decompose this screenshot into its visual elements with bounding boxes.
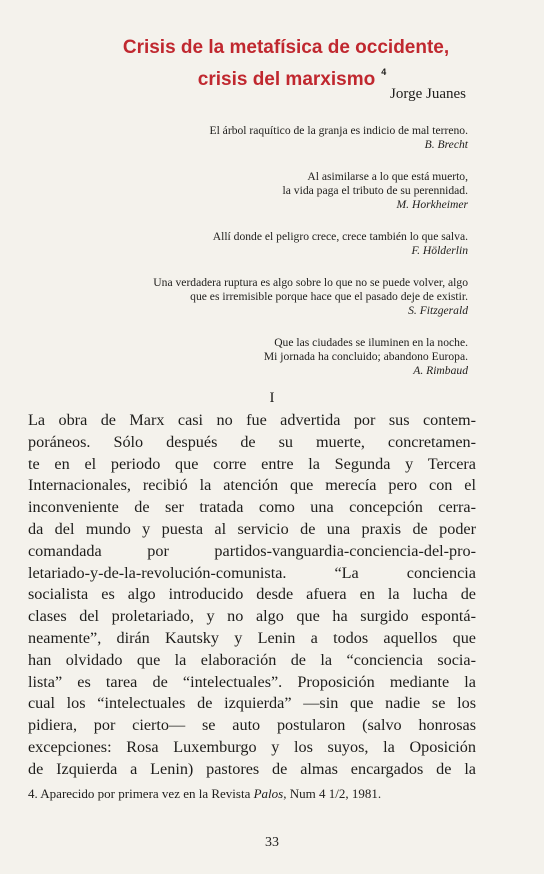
body-line: comandada por partidos-vanguardia-conciencia-del-pro- [28, 541, 476, 560]
body-text [28, 410, 476, 781]
body-line: cual los “intelectuales de izquierda” —sin que nadie se los [28, 694, 476, 713]
footnote-prefix: 4. Aparecido por primera vez en la Revista [28, 786, 254, 801]
author-name: Jorge Juanes [390, 86, 466, 102]
body-line: han olvidado que la elaboración de la “conciencia socia- [28, 650, 476, 669]
body-line: clases del proletariado, y no algo que ha surgido espontá- [28, 607, 476, 626]
body-line: da del mundo y puesta al servicio de una praxis de poder [28, 519, 476, 538]
epigraph-source: S. Fitzgerald [408, 304, 468, 317]
body-line: socialista es algo introducido desde afuera en la lucha de [28, 585, 476, 604]
epigraph-source: F. Hölderlin [411, 244, 468, 257]
epigraph-source: M. Horkheimer [396, 198, 468, 211]
body-line: La obra de Marx casi no fue advertida por sus contem- [28, 411, 476, 429]
epigraph [60, 170, 468, 212]
epigraph-quote-line: la vida paga el tributo de su perennidad. [282, 184, 468, 197]
chapter-title-line-1: Crisis de la metafísica de occidente, [122, 37, 450, 58]
body-line: de Izquierda a Lenin) pastores de almas encargados de la [28, 759, 476, 778]
body-line: inconveniente de ser tratada como una concepción cerra- [28, 498, 476, 517]
epigraph-quote-line: El árbol raquítico de la granja es indicio de mal terreno. [209, 124, 468, 137]
footnote-suffix: , Num 4 1/2, 1981. [283, 786, 382, 801]
epigraph-quote-line: Mi jornada ha concluido; abandono Europa. [263, 350, 468, 363]
epigraphs [60, 124, 468, 378]
epigraph-source: B. Brecht [424, 138, 468, 151]
page-number: 33 [265, 835, 279, 850]
body-line: te en el periodo que corre entre la Segunda y Tercera [28, 454, 476, 473]
epigraph [60, 124, 468, 152]
chapter-title [0, 36, 544, 92]
body-line: neamente”, dirán Kautsky y Lenin a todos aquellos que [28, 628, 476, 647]
body-line: poráneos. Sólo después de su muerte, concretamen- [28, 432, 476, 451]
body-line: letariado-y-de-la-revolución-comunista. “La conciencia [28, 563, 476, 582]
footnote-reference[interactable]: 4 [381, 67, 387, 77]
section-number: I [269, 390, 275, 406]
epigraph-quote-line: Una verdadera ruptura es algo sobre lo que no se puede volver, algo [153, 276, 468, 289]
epigraph-quote-line: Allí donde el peligro crece, crece también lo que salva. [212, 230, 468, 243]
chapter-title-line-2-text: crisis del marxismo [197, 69, 376, 90]
body-line: lista” es tarea de “intelectuales”. Proposición mediante la [28, 672, 476, 691]
body-line: Internacionales, recibió la atención que merecía pero con el [28, 476, 476, 495]
body-line: excepciones: Rosa Luxemburgo y los suyos, la Oposición [28, 737, 476, 756]
footnote-journal: Palos [253, 786, 284, 801]
body-line: pidiera, por cierto— se auto postularon (salvo honrosas [28, 716, 476, 735]
epigraph-quote-line: que es irremisible porque hace que el pasado deje de existir. [190, 290, 468, 303]
epigraph [60, 276, 468, 318]
epigraph [60, 230, 468, 258]
epigraph [60, 336, 468, 378]
epigraph-source: A. Rimbaud [413, 364, 468, 377]
epigraph-quote-line: Al asimilarse a lo que está muerto, [307, 170, 468, 183]
footnote [28, 786, 484, 802]
epigraph-quote-line: Que las ciudades se iluminen en la noche. [274, 336, 468, 349]
